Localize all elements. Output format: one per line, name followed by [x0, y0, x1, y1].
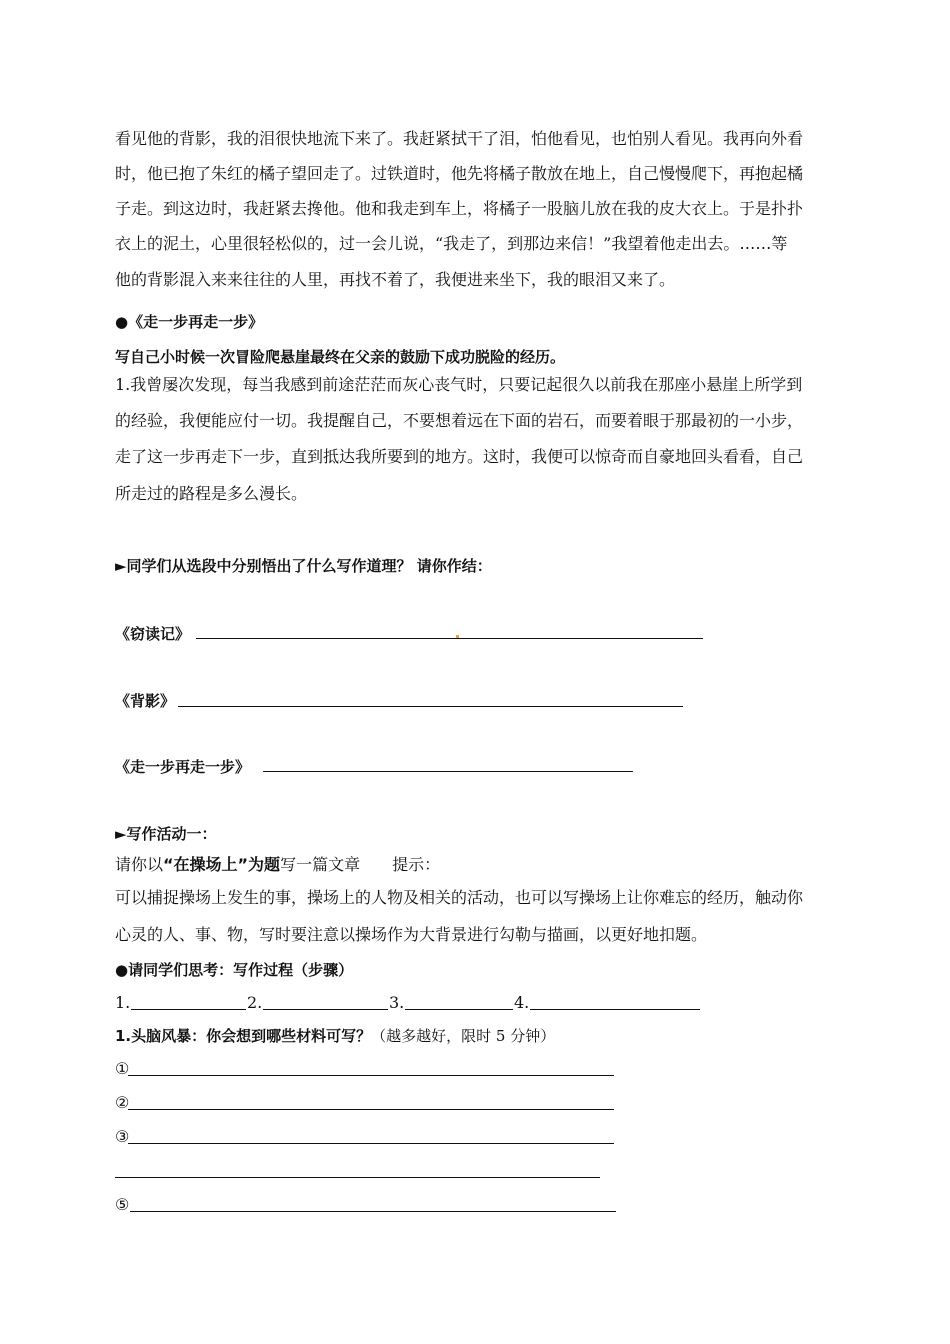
section-title: ●《走一步再走一步》 [115, 313, 264, 331]
answer-line-zou[interactable] [263, 771, 633, 772]
excerpt-line: 他的背影混入来来往往的人里，再找不着了，我便进来坐下，我的眼泪又来了。 [115, 270, 676, 289]
hint-line: 心灵的人、事、物，写时要注意以操场作为大背景进行勾勒与描画，以更好地扣题。 [115, 925, 708, 944]
think-heading: ●请同学们思考：写作过程（步骤） [115, 961, 354, 979]
step-line-1[interactable] [131, 1009, 246, 1010]
brainstorm-line-3[interactable] [128, 1143, 614, 1144]
paragraph-line: 的经验，我便能应付一切。我提醒自己，不要想着远在下面的岩石，而要着眼于那最初的一小步， [115, 411, 804, 430]
brainstorm-line-4[interactable] [115, 1177, 600, 1178]
activity-heading: ►写作活动一： [115, 825, 217, 843]
instruction-pre: 请你以 [115, 855, 164, 874]
answer-line-beiying[interactable] [178, 706, 683, 707]
step-line-2[interactable] [263, 1009, 388, 1010]
excerpt-line: 衣上的泥土，心里很轻松似的，过一会儿说，“我走了，到那边来信！”我望着他走出去。……等 [115, 234, 788, 253]
step-label-3: 3. [389, 993, 405, 1012]
hint-line: 可以捕捉操场上发生的事，操场上的人物及相关的活动，也可以写操场上让你难忘的经历，触动你 [115, 888, 804, 907]
marker-2: ② [115, 1093, 130, 1112]
marker-5: ⑤ [115, 1195, 130, 1214]
step-label-4: 4. [514, 993, 530, 1012]
paragraph-line: 所走过的路程是多么漫长。 [115, 484, 308, 503]
step-label-2: 2. [247, 993, 263, 1012]
answer-line-qiedu[interactable] [196, 638, 703, 639]
summary-label-qiedu: 《窃读记》 [115, 625, 191, 643]
summary-label-beiying: 《背影》 [115, 692, 176, 710]
excerpt-line: 看见他的背影，我的泪很快地流下来了。我赶紧拭干了泪，怕他看见，也怕别人看见。我再向外看 [115, 129, 804, 148]
section-summary: 写自己小时候一次冒险爬悬崖最终在父亲的鼓励下成功脱险的经历。 [115, 348, 566, 366]
brainstorm-line-1[interactable] [128, 1075, 614, 1076]
brainstorm-question: 1.头脑风暴：你会想到哪些材料可写？ [115, 1027, 372, 1045]
step-line-3[interactable] [405, 1009, 513, 1010]
paragraph-line: 1.我曾屡次发现，每当我感到前途茫茫而灰心丧气时，只要记起很久以前我在那座小悬崖上所学到 [115, 375, 803, 394]
marker-1: ① [115, 1059, 130, 1078]
mark-dot [456, 635, 459, 638]
summary-prompt: ►同学们从选段中分别悟出了什么写作道理？ 请你作结： [115, 557, 492, 575]
brainstorm-line-5[interactable] [130, 1211, 616, 1212]
brainstorm-heading [115, 1025, 555, 1046]
brainstorm-note: （越多越好，限时 5 分钟） [371, 1027, 556, 1045]
summary-label-zou: 《走一步再走一步》 [115, 758, 251, 776]
paragraph-line: 走了这一步再走下一步，直到抵达我所要到的地方。这时，我便可以惊奇而自豪地回头看看，自己 [115, 447, 804, 466]
excerpt-line: 时，他已抱了朱红的橘子望回走了。过铁道时，他先将橘子散放在地上，自己慢慢爬下，再抱起橘 [115, 164, 804, 183]
brainstorm-line-2[interactable] [128, 1109, 614, 1110]
instruction-topic: “在操场上”为题 [163, 855, 281, 874]
marker-3: ③ [115, 1127, 130, 1146]
activity-instruction [115, 855, 440, 875]
step-label-1: 1. [115, 993, 131, 1012]
step-line-4[interactable] [530, 1009, 700, 1010]
instruction-post: 写一篇文章 提示： [280, 855, 441, 874]
excerpt-line: 子走。到这边时，我赶紧去搀他。他和我走到车上，将橘子一股脑儿放在我的皮大衣上。于是扑扑 [115, 199, 804, 218]
